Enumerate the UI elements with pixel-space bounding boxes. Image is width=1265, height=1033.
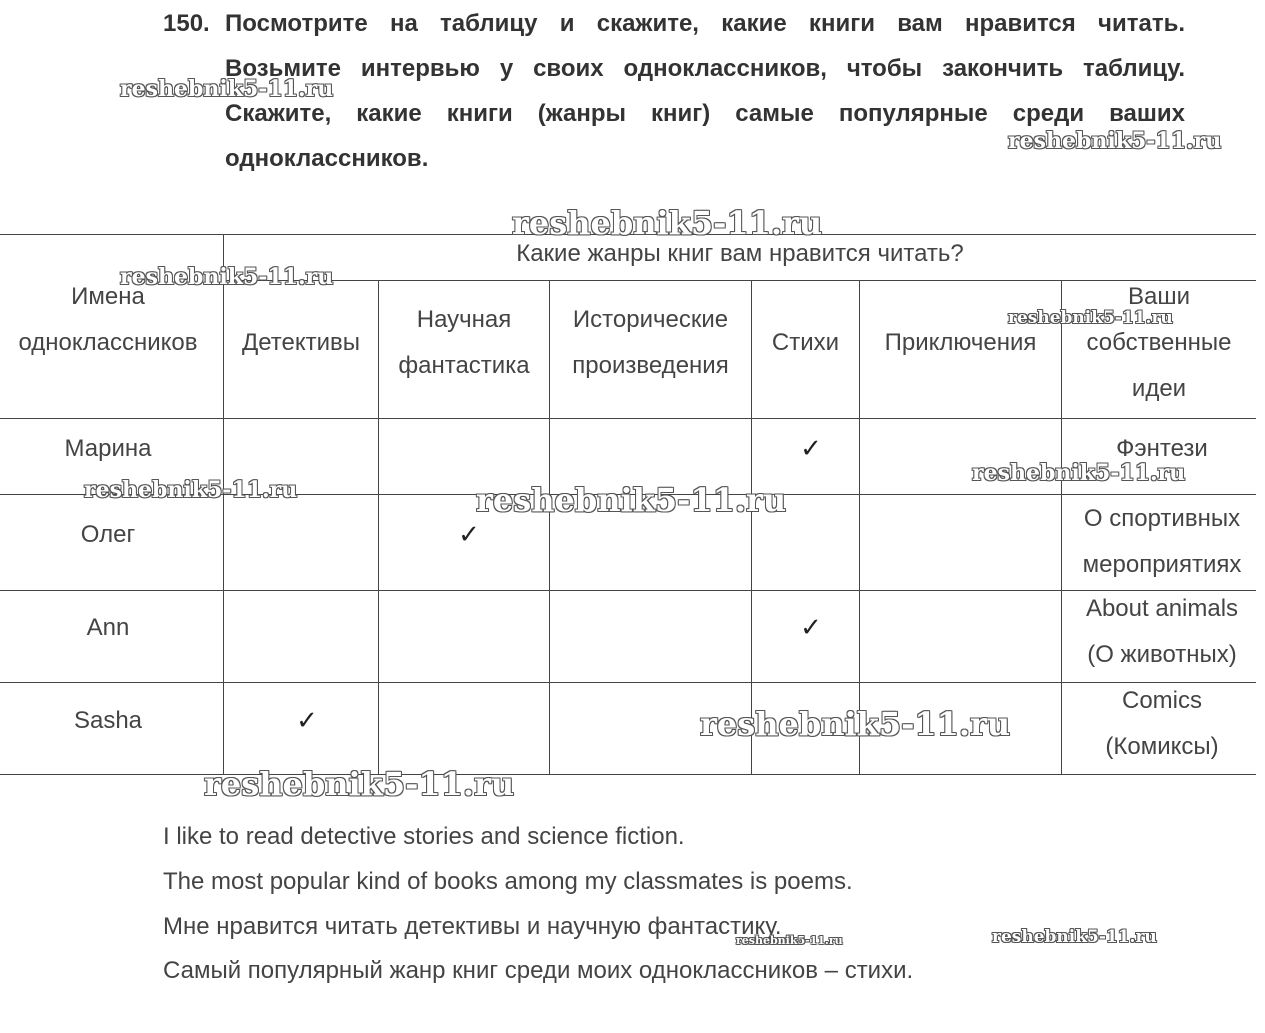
watermark: reshebnik5-11.ru [84,477,298,503]
row-idea-line: О спортивных [1083,505,1241,532]
genres-header: Какие жанры книг вам нравится читать? [516,240,964,267]
watermark: reshebnik5-11.ru [700,705,1011,743]
answer-line: The most popular kind of books among my classmates is poems. [163,868,853,895]
column-header-line: Детективы [241,329,361,356]
row-idea [1062,494,1262,590]
row-idea-line: About animals [1085,595,1239,622]
task-line-1: Посмотрите на таблицу и скажите, какие книги вам нравится читать. [225,10,1185,37]
column-header-line: произведения [572,352,729,379]
table-border-bottom [0,774,1256,775]
watermark: reshebnik5-11.ru [1008,308,1173,328]
answer-line: Самый популярный жанр книг среди моих одноклассников – стихи. [163,957,914,984]
row-idea: Фэнтези [1116,435,1208,462]
answer-line: Мне нравится читать детективы и научную фантастику. [163,913,782,940]
row-idea-line: Comics [1121,687,1202,714]
column-header-historical [550,281,751,405]
watermark: reshebnik5-11.ru [120,76,334,102]
task-line-4: одноклассников. [225,145,429,172]
column-header-science-fiction [379,281,549,405]
watermark: reshebnik5-11.ru [120,264,334,290]
column-header-adventures [860,281,1061,405]
check-mark: ✓ [458,520,480,550]
row-name: Ann [86,614,130,641]
column-header-poems [752,281,859,405]
row-name: Sasha [73,707,143,734]
watermark: reshebnik5-11.ru [992,927,1157,947]
column-header-detectives [224,281,378,405]
row-idea-line: (Комиксы) [1105,733,1219,760]
check-mark: ✓ [296,706,318,736]
column-header-line: Исторические [572,306,729,333]
names-header-line: одноклассников [18,329,198,356]
answer-line: I like to read detective stories and science fiction. [163,823,685,850]
row-idea [1062,676,1262,772]
watermark: reshebnik5-11.ru [204,765,515,803]
watermark: reshebnik5-11.ru [736,934,843,947]
watermark: reshebnik5-11.ru [512,204,823,242]
column-header-line: фантастика [398,352,530,379]
column-header-own-ideas [1062,274,1256,412]
watermark: reshebnik5-11.ru [972,460,1186,486]
column-header-line: собственные [1086,329,1232,356]
task-line-2: Возьмите интервью у своих одноклассников, чтобы закончить таблицу. [225,55,1185,82]
column-header-line: Приключения [884,329,1037,356]
column-header-line: Научная [416,306,512,333]
table-row-divider [0,418,1256,419]
row-name: Олег [80,521,136,548]
row-idea-line: (О животных) [1087,641,1237,668]
task-line-3: Скажите, какие книги (жанры книг) самые популярные среди ваших [225,100,1185,127]
row-idea [1062,584,1262,680]
row-name: Марина [64,435,152,462]
check-mark: ✓ [800,613,822,643]
watermark: reshebnik5-11.ru [476,481,787,519]
names-header-line: Имена [71,283,145,310]
column-header-line: идеи [1131,375,1187,402]
row-idea-line: мероприятиях [1082,551,1242,578]
task-number: 150. [163,10,210,37]
column-header-line: Стихи [771,329,840,356]
column-header-line: Ваши [1127,283,1190,310]
check-mark: ✓ [800,434,822,464]
watermark: reshebnik5-11.ru [1008,128,1222,154]
